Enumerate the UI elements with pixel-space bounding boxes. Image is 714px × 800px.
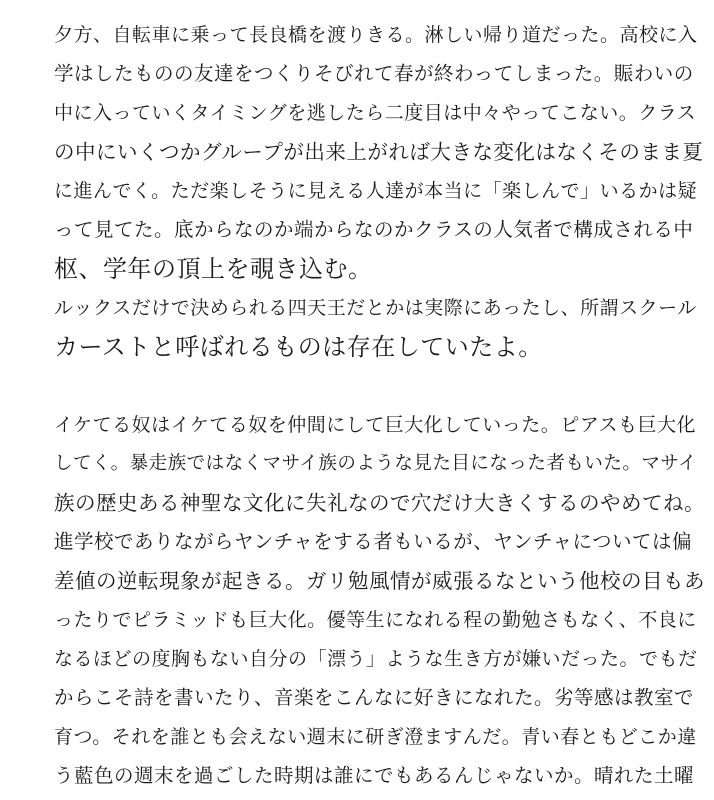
text-line: に進んでく。ただ楽しそうに見える人達が本当に「楽しんで」いるかは疑 — [54, 180, 698, 202]
text-line: ったりでピラミッドも巨大化。優等生になれる程の勤勉さもなく、不良に — [54, 609, 697, 631]
text-line: カーストと呼ばれるものは存在していたよ。 — [54, 333, 543, 361]
text-line: 学はしたものの友達をつくりそびれて春が終わってしまった。賑わいの — [54, 62, 694, 85]
text-line: って見てた。底からなのか端からなのかクラスの人気者で構成される中 — [54, 218, 694, 241]
text-line: 枢、学年の頂上を覗き込む。 — [54, 255, 373, 283]
text-line: 中に入っていくタイミングを逃したら二度目は中々やってこない。クラス — [54, 102, 697, 124]
text-line: ルックスだけで決められる四天王だとかは実際にあったし、所謂スクール — [54, 297, 697, 319]
text-line: 族の歴史ある神聖な文化に失礼なので穴だけ大きくするのやめてね。 — [54, 491, 705, 515]
text-line: 夕方、自転車に乗って長良橋を渡りきる。淋しい帰り道だった。高校に入 — [54, 24, 698, 46]
text-line: してく。暴走族ではなくマサイ族のような見た目になった者もいた。マサイ — [54, 453, 698, 474]
text-line: う藍色の週末を過ごした時期は誰にでもあるんじゃないか。晴れた土曜 — [54, 764, 695, 787]
text-line: の中にいくつかグループが出来上がれば大きな変化はなくそのまま夏 — [54, 140, 704, 164]
text-line: イケてる奴はイケてる奴を仲間にして巨大化していった。ピアスも巨大化 — [54, 414, 696, 436]
text-line: なるほどの度胸もない自分の「漂う」ような生き方が嫌いだった。でもだ — [54, 648, 698, 670]
text-line: 育つ。それを誰とも会えない週末に研ぎ澄ますんだ。青い春ともどこか違 — [54, 726, 697, 748]
text-line: からこそ詩を書いたり、音楽をこんなに好きになれた。劣等感は教室で — [54, 686, 695, 709]
text-line: 進学校でありながらヤンチャをする者もいるが、ヤンチャについては偏 — [54, 530, 693, 553]
text-line: 差値の逆転現象が起きる。ガリ勉風情が威張るなという他校の目もあ — [54, 569, 705, 593]
